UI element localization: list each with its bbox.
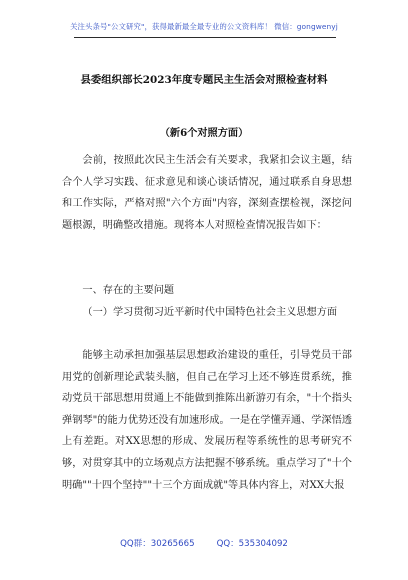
section-heading: 一、存在的主要问题 (82, 285, 175, 296)
main-paragraph: 能够主动承担加强基层思想政治建设的重任，引导党员干部用党的创新理论武装头脑，但自己在学习上还不够连贯系统，推动党员干部思想用贯通上不能做到推陈出新游刃有余，"十个指头弹钢琴"的能力优势还没有加速形成。一是在学懂弄通、学深悟透上有差距。对XX思想的形成、发展历程等系统性的思考研究不够，对贯穿其中的立场观点方法把握不够系统。重点学习了"十个明确""十四个坚持""十三个方面成就"等具体内容上，对XX大报 (62, 350, 352, 491)
footer-qq-group: QQ群：30265665 (120, 539, 195, 549)
document-title: 县委组织部长2023年度专题民主生活会对照检查材料 (80, 74, 328, 86)
footer-qq-number: QQ：535304092 (216, 539, 288, 549)
header-divider (74, 37, 336, 38)
footer-contact (0, 537, 408, 549)
subsection-heading: （一）学习贯彻习近平新时代中国特色社会主义思想方面 (82, 307, 338, 318)
document-subtitle: （新6个对照方面） (159, 127, 249, 139)
header-promo-note: 关注头条号"公文研究"，获得最新最全最专业的公文资料库！ 微信：gongwenyj (70, 22, 338, 31)
intro-paragraph: 会前，按照此次民主生活会有关要求，我紧扣会议主题，结合个人学习实践、征求意见和谈心谈话情况，通过联系自身思想和工作实际，严格对照"六个方面"内容，深刻查摆检视，深挖问题根源，明确整改措施。现将本人对照检查情况报告如下： (62, 155, 352, 231)
